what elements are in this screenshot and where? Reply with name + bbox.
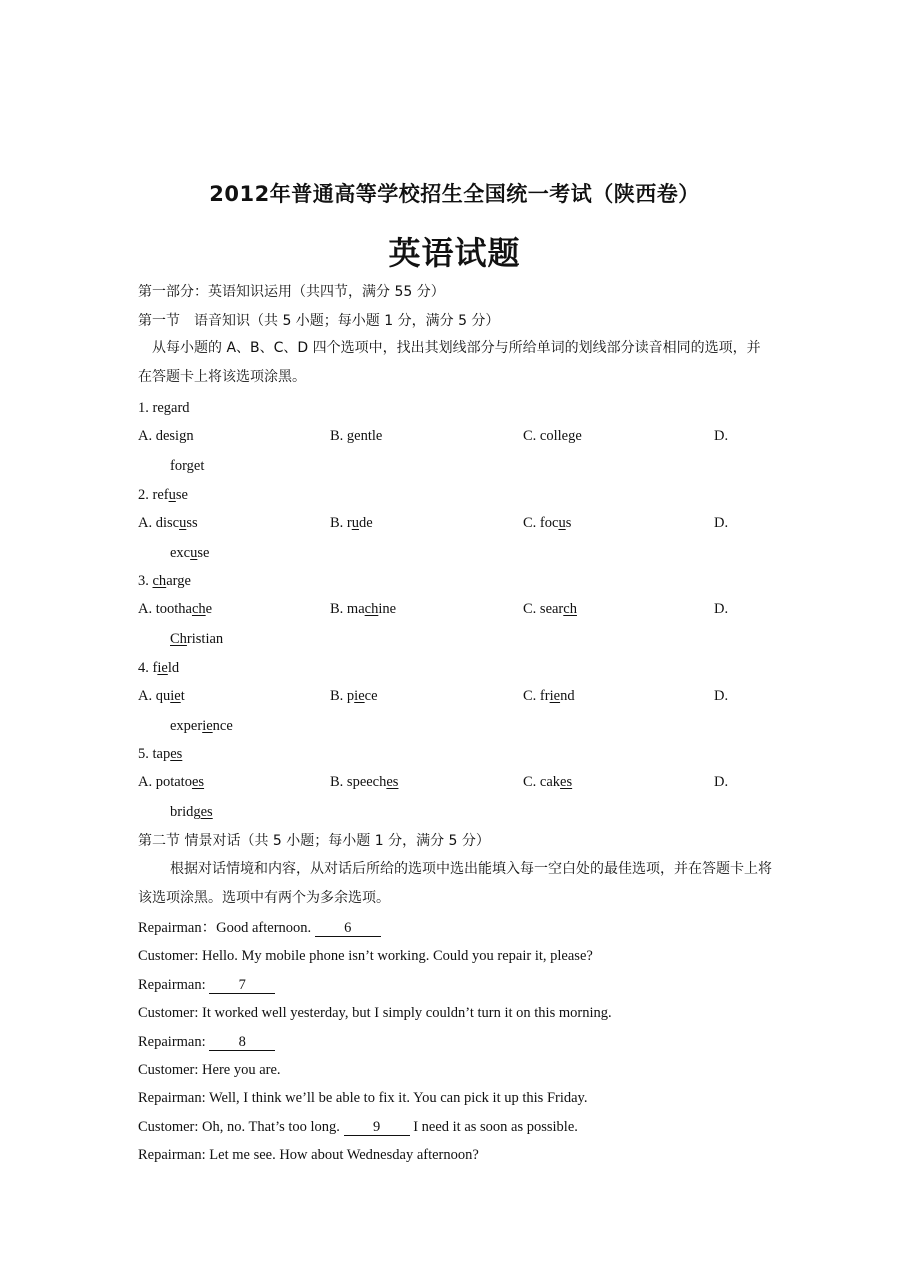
underlined-letters: u [179,514,187,531]
text-segment: 2. ref [138,486,169,503]
option-d [170,630,223,648]
underlined-letters: g [179,428,187,444]
underlined-letters: g [346,428,355,444]
speaker-label: Customer: [138,948,203,965]
underlined-letters: es [386,774,399,790]
option-b [330,600,396,618]
question-stem [138,572,191,590]
text-segment: A. disc [138,514,180,531]
text-segment: t [180,687,185,704]
text-segment: A. tootha [138,601,192,617]
text-segment: de [359,514,373,531]
text-segment: nce [212,717,233,734]
text-segment: ce [364,687,378,704]
text-segment: exper [170,717,203,734]
speaker-label: Customer: [138,1005,203,1022]
option-a [138,687,185,705]
speaker-label: Repairman: [138,976,210,993]
underlined-letters: ch [364,601,379,617]
underlined-letters: es [560,774,573,790]
text-segment: nd [560,687,575,704]
text-segment: 5. tap [138,746,171,762]
underlined-letters: ie [157,659,168,676]
speaker-label: Repairman: [138,1090,210,1107]
section2-instructions: 根据对话情境和内容，从对话后所给的选项中选出能填入每一空白处的最佳选项，并在答题卡上将该选项涂黑。选项中有两个为多余选项。 [138,861,772,906]
option-d-label: D. [714,428,729,444]
text-segment: n [186,428,194,444]
text-segment: ristian [186,631,224,647]
section1-heading: 第一节 语音知识（共 5 小题；每小题 1 分，满分 5 分） [138,313,500,329]
text-segment: 1. re [138,400,164,416]
option-c [523,773,572,791]
text-segment: exc [170,544,191,561]
dialogue-line [138,1089,587,1107]
text-segment: A. desi [138,428,180,444]
text-segment: C. colle [523,428,569,444]
dialogue-text: Good afternoon. [216,920,315,936]
text-segment: A. potato [138,774,192,790]
option-a [138,514,198,532]
option-a [138,773,204,791]
text-segment: entle [354,428,383,444]
underlined-letters: u [351,514,359,531]
option-d-label: D. [714,514,729,531]
answer-blank[interactable]: 8 [209,1034,275,1051]
underlined-letters: ch [152,573,167,589]
speaker-label: Customer: [138,1118,203,1135]
underlined-letters: u [190,544,198,561]
option-b [330,687,378,705]
underlined-letters: es [200,804,213,820]
text-segment: C. sear [523,601,564,617]
text-segment: bridg [170,804,201,820]
text-segment: arge [166,573,191,589]
dialogue-text: Here you are. [202,1062,281,1078]
text-segment: B. ma [330,601,365,617]
underlined-letters: ch [563,601,577,617]
speaker-label: Repairman： [138,920,217,936]
dialogue-line [138,947,593,965]
underlined-letters: ie [170,687,181,704]
subject-title: 英语试题 [388,234,521,272]
text-segment: e [575,428,582,444]
option-d [170,803,213,821]
underlined-letters: ie [202,717,213,734]
underlined-letters: ch [191,601,206,617]
option-d [170,717,233,735]
underlined-letters: es [191,774,205,790]
answer-blank[interactable]: 6 [315,920,381,937]
dialogue-text: It worked well yesterday, but I simply couldn’t turn it on this morning. [202,1005,612,1022]
speaker-label: Repairman: [138,1147,210,1164]
section1-instructions: 从每小题的 A、B、C、D 四个选项中，找出其划线部分与所给单词的划线部分读音相同的选项，并在答题卡上将该选项涂黑。 [138,340,761,385]
answer-blank[interactable]: 9 [344,1119,410,1136]
option-c [523,514,571,532]
underlined-letters: g [163,400,172,416]
dialogue-text: Oh, no. That’s too long. [202,1118,344,1135]
text-segment: ard [171,400,190,416]
exam-title: 2012年普通高等学校招生全国统一考试（陕西卷） [209,182,700,206]
option-a [138,427,194,445]
option-a [138,600,212,618]
text-segment: s [565,514,572,531]
text-segment: C. cak [523,774,561,790]
option-b [330,514,373,532]
option-d [170,544,209,562]
dialogue-line [138,1033,275,1051]
dialogue-text: Well, I think we’ll be able to fix it. You can pick it up this Friday. [209,1090,588,1107]
dialogue-line [138,919,381,937]
option-c [523,687,575,705]
text-segment: 3. [138,573,153,589]
dialogue-line [138,1118,578,1136]
underlined-letters: Ch [170,631,187,647]
dialogue-line [138,1146,479,1164]
option-d-label: D. [714,601,729,617]
dialogue-line [138,1004,612,1022]
question-stem [138,399,190,417]
underlined-letters: es [170,746,183,762]
question-stem [138,745,182,763]
text-segment: C. foc [523,514,559,531]
underlined-letters: g [568,428,576,444]
dialogue-text: I need it as soon as possible. [409,1118,578,1135]
text-segment: B. [330,428,347,444]
underlined-letters: u [558,514,566,531]
dialogue-line [138,1061,281,1079]
part1-heading: 第一部分：英语知识运用（共四节，满分 55 分） [138,284,445,300]
answer-blank[interactable]: 7 [209,977,275,994]
option-d-label: D. [714,774,729,790]
option-d [170,457,204,475]
option-c [523,600,577,618]
text-segment: et [193,458,205,474]
dialogue-text: Let me see. How about Wednesday afternoon? [209,1147,479,1164]
text-segment: B. r [330,514,352,531]
option-d-label: D. [714,687,729,704]
text-segment: A. qu [138,687,171,704]
text-segment: se [175,486,188,503]
underlined-letters: g [186,458,194,474]
option-b [330,427,382,445]
text-segment: B. speech [330,774,387,790]
speaker-label: Customer: [138,1062,203,1078]
underlined-letters: u [168,486,176,503]
text-segment: ine [378,601,397,617]
text-segment: B. p [330,687,355,704]
text-segment: se [197,544,210,561]
option-c [523,427,582,445]
text-segment: ss [186,514,198,531]
text-segment: ld [167,659,180,676]
dialogue-text: Hello. My mobile phone isn’t working. Could you repair it, please? [202,948,593,965]
section2-heading: 第二节 情景对话（共 5 小题；每小题 1 分，满分 5 分） [138,833,490,849]
underlined-letters: ie [354,687,365,704]
question-stem [138,659,179,677]
underlined-letters: ie [549,687,561,704]
text-segment: 4. f [138,659,158,676]
speaker-label: Repairman: [138,1033,210,1050]
question-stem [138,486,188,504]
option-b [330,773,398,791]
text-segment: for [170,458,187,474]
text-segment: C. fr [523,687,550,704]
dialogue-line [138,976,275,994]
text-segment: e [205,601,213,617]
